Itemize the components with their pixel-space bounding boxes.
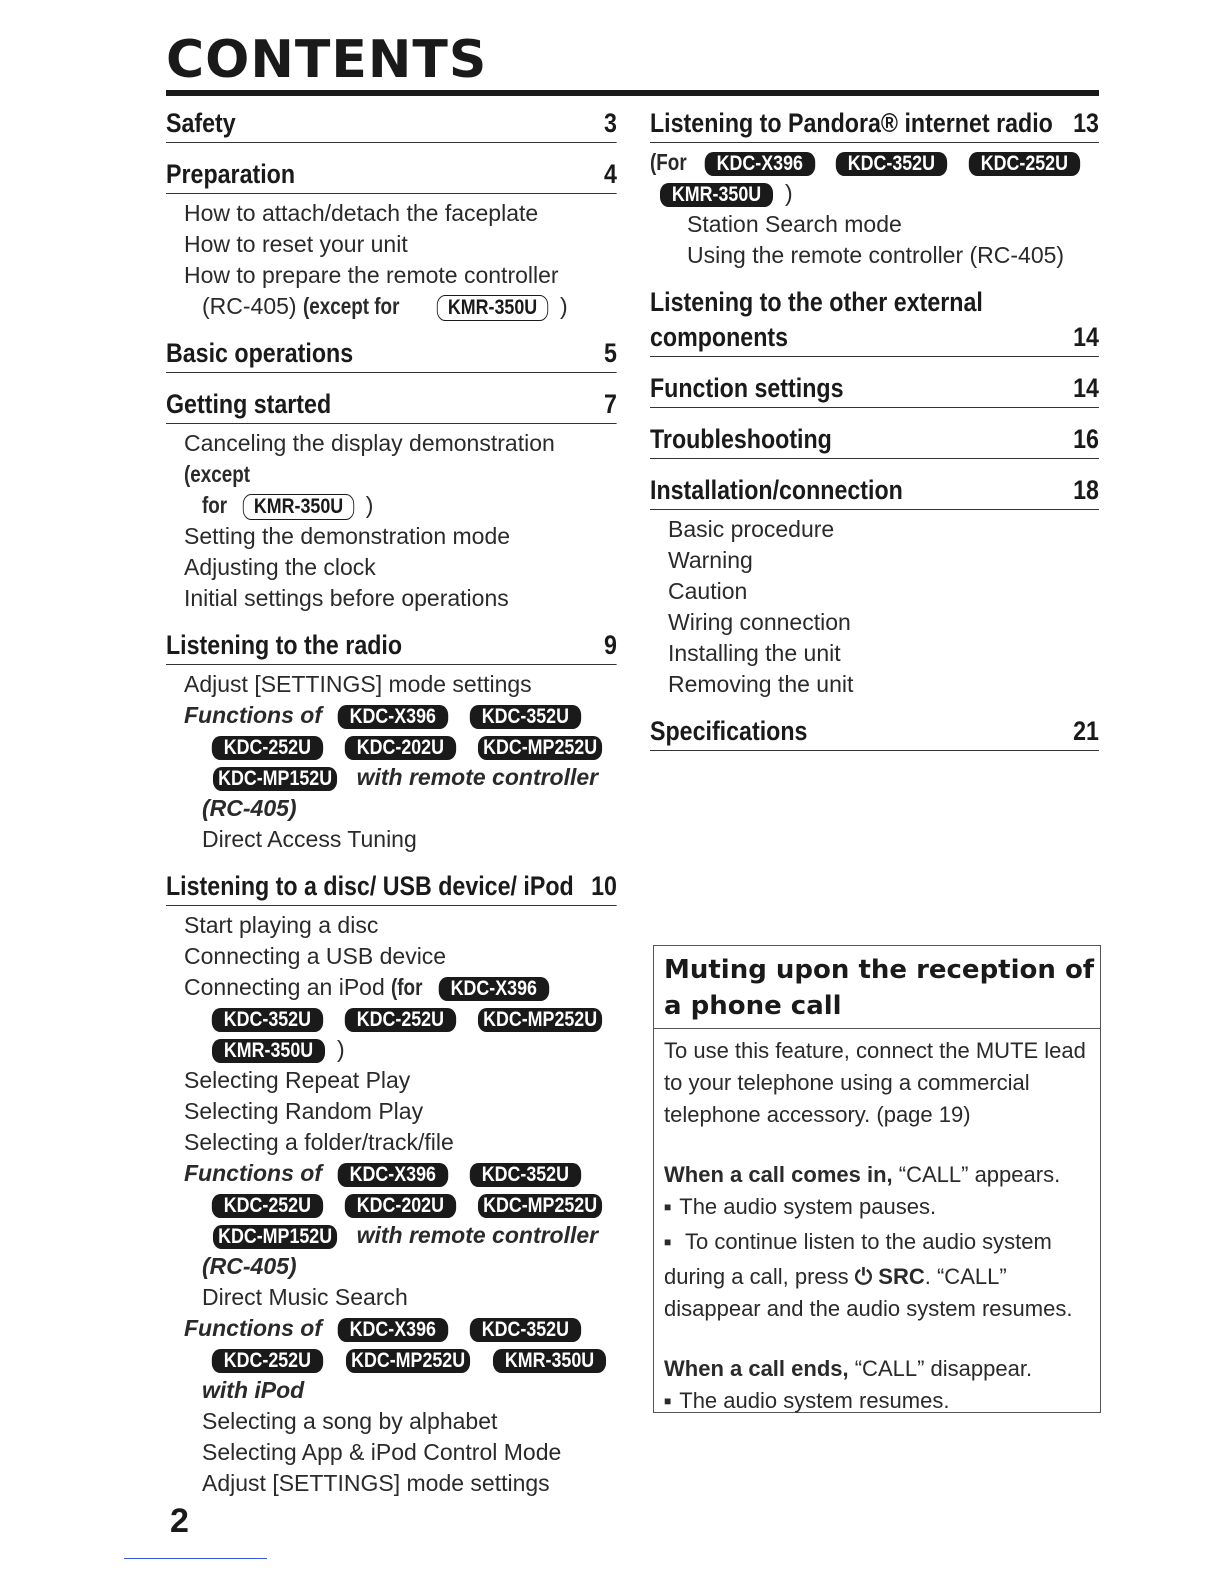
section-label: Installation/connection — [650, 475, 903, 505]
model-badge-x396: KDC-X396 — [338, 1318, 448, 1342]
model-badge-x396: KDC-X396 — [704, 152, 814, 176]
toc-subitem[interactable]: How to attach/detach the faceplate — [184, 200, 539, 226]
model-badge-mp152u: KDC-MP152U — [213, 767, 337, 791]
section-label: Getting started — [166, 389, 332, 419]
model-badge-mp152u: KDC-MP152U — [213, 1225, 337, 1249]
toc-subitem[interactable]: Selecting a song by alphabet — [202, 1408, 498, 1434]
for-note: (for — [391, 974, 423, 1000]
model-badge-kmr: KMR-350U — [437, 295, 548, 321]
section-page: 13 — [1073, 108, 1099, 138]
model-badge-mp252u: KDC-MP252U — [478, 1008, 602, 1032]
model-badge-mp252u: KDC-MP252U — [346, 1349, 470, 1373]
call-end-text: “CALL” disappear. — [854, 1356, 1033, 1381]
except-note: (except for — [302, 293, 400, 319]
toc-subitem-continuation — [184, 291, 618, 322]
model-badge-352u: KDC-352U — [470, 1318, 581, 1342]
bullet-text: To continue listen to the audio system during a call, press — [664, 1229, 1052, 1289]
model-badge-252u: KDC-252U — [212, 736, 323, 760]
except-note: (except — [184, 461, 251, 487]
toc-subitem[interactable]: Setting the demonstration mode — [184, 523, 511, 549]
page-number: 2 — [170, 1502, 189, 1540]
toc-entry-function-settings[interactable] — [650, 373, 1099, 408]
section-page: 7 — [603, 389, 617, 419]
section-page: 9 — [603, 630, 617, 660]
toc-subitem[interactable] — [184, 428, 618, 490]
subitem-text: Connecting an iPod — [184, 974, 385, 1000]
close-paren: ) — [559, 293, 568, 319]
functions-line — [184, 1158, 618, 1189]
model-badge-252u: KDC-252U — [345, 1008, 456, 1032]
section-page: 3 — [603, 108, 617, 138]
toc-subitem[interactable]: Installing the unit — [668, 640, 841, 666]
model-badge-352u: KDC-352U — [836, 152, 947, 176]
model-badge-kmr: KMR-350U — [242, 494, 353, 520]
for-note: for — [202, 492, 228, 518]
model-badge-252u: KDC-252U — [212, 1349, 323, 1373]
bullet-item: ■ The audio system resumes. — [664, 1385, 1090, 1420]
box-intro: To use this feature, connect the MUTE lead to your telephone using a commercial telephone accessory. (page 19) — [664, 1038, 1086, 1127]
model-badge-x396: KDC-X396 — [338, 1163, 448, 1187]
toc-subitem[interactable]: Caution — [668, 578, 748, 604]
toc-entry-disc-usb-ipod[interactable] — [166, 871, 617, 906]
model-badge-mp252u: KDC-MP252U — [478, 736, 602, 760]
section-page: 5 — [603, 338, 617, 368]
model-badge-kmr: KMR-350U — [212, 1039, 325, 1063]
with-remote-label: with remote controller — [356, 1222, 599, 1248]
title-rule — [166, 90, 1099, 96]
page-title: CONTENTS — [166, 30, 488, 90]
toc-left-column — [166, 108, 618, 1499]
toc-subitem[interactable]: How to prepare the remote controller — [184, 262, 559, 288]
model-badge-202u: KDC-202U — [345, 1194, 456, 1218]
toc-entry-basic-operations[interactable] — [166, 338, 617, 373]
toc-entry-external-line1[interactable] — [650, 287, 1099, 318]
subitem-text: Canceling the display demonstration — [184, 430, 555, 456]
toc-subitem[interactable]: Direct Access Tuning — [202, 826, 417, 852]
model-badges-line — [184, 1034, 618, 1065]
toc-subitem[interactable]: Adjust [SETTINGS] mode settings — [184, 671, 532, 697]
toc-subitem[interactable]: How to reset your unit — [184, 231, 408, 257]
section-page: 4 — [603, 159, 617, 189]
functions-of-label: Functions of — [184, 1160, 322, 1186]
toc-subitem[interactable]: Selecting Repeat Play — [184, 1067, 411, 1093]
section-label: Troubleshooting — [650, 424, 832, 454]
section-page: 10 — [591, 871, 617, 901]
section-label: Function settings — [650, 373, 844, 403]
remote-line — [184, 1220, 618, 1251]
section-label: components — [650, 322, 789, 352]
toc-subitem[interactable]: Selecting App & iPod Control Mode — [202, 1439, 562, 1465]
toc-entry-preparation[interactable] — [166, 159, 617, 194]
section-label: Preparation — [166, 159, 296, 189]
toc-subitem-continuation — [184, 490, 618, 521]
bullet-item — [664, 1226, 1090, 1325]
section-label: Specifications — [650, 716, 808, 746]
model-badge-352u: KDC-352U — [470, 705, 581, 729]
model-badges-line — [650, 147, 1100, 178]
model-badge-202u: KDC-202U — [345, 736, 456, 760]
toc-subitem[interactable] — [184, 972, 618, 1003]
section-label: Basic operations — [166, 338, 354, 368]
toc-entry-radio[interactable] — [166, 630, 617, 665]
section-label: Listening to Pandora® internet radio — [650, 108, 1053, 138]
close-paren: ) — [365, 492, 374, 518]
box-title: Muting upon the reception of a phone call — [654, 952, 1100, 1029]
call-in-text: “CALL” appears. — [898, 1162, 1061, 1187]
with-remote-label: with remote controller — [356, 764, 599, 790]
toc-subitem[interactable]: Station Search mode — [687, 211, 902, 237]
model-badge-kmr: KMR-350U — [493, 1349, 606, 1373]
toc-entry-safety[interactable] — [166, 108, 617, 143]
link-underline — [124, 1558, 267, 1559]
with-ipod-label: with iPod — [202, 1377, 305, 1403]
model-badge-x396: KDC-X396 — [338, 705, 448, 729]
toc-right-column — [650, 108, 1100, 751]
toc-subitem[interactable]: Selecting a folder/track/file — [184, 1129, 454, 1155]
section-label: Listening to the other external — [650, 287, 983, 317]
model-badges-line — [184, 1344, 618, 1375]
toc-entry-troubleshooting[interactable] — [650, 424, 1099, 459]
toc-subitem[interactable]: Using the remote controller (RC-405) — [687, 242, 1065, 268]
section-page: 16 — [1073, 424, 1099, 454]
toc-subitem[interactable]: Selecting Random Play — [184, 1098, 424, 1124]
toc-subitem[interactable]: Connecting a USB device — [184, 943, 447, 969]
muting-info-box — [653, 945, 1101, 1413]
toc-entry-external[interactable] — [650, 322, 1099, 357]
call-end-lead: When a call ends, — [664, 1356, 849, 1381]
functions-of-label: Functions of — [184, 702, 322, 728]
model-badges-line — [184, 731, 618, 762]
model-badge-kmr: KMR-350U — [660, 183, 773, 207]
toc-subitem[interactable]: Basic procedure — [668, 516, 835, 542]
toc-subitem[interactable]: Adjusting the clock — [184, 554, 376, 580]
toc-entry-specifications[interactable] — [650, 716, 1099, 751]
remote-line — [184, 762, 618, 793]
model-badges-line — [184, 1003, 618, 1034]
rc405-label: (RC-405) — [202, 795, 297, 821]
section-page: 14 — [1073, 322, 1099, 352]
section-page: 21 — [1073, 716, 1099, 746]
model-badge-x396: KDC-X396 — [439, 977, 549, 1001]
model-badges-line — [650, 178, 1100, 209]
toc-entry-pandora[interactable] — [650, 108, 1099, 143]
functions-line — [184, 1313, 618, 1344]
functions-line — [184, 700, 618, 731]
toc-subitem[interactable]: Wiring connection — [668, 609, 851, 635]
toc-entry-getting-started[interactable] — [166, 389, 617, 424]
model-badge-352u: KDC-352U — [212, 1008, 323, 1032]
toc-subitem[interactable]: Adjust [SETTINGS] mode settings — [202, 1470, 550, 1496]
model-badge-252u: KDC-252U — [212, 1194, 323, 1218]
close-paren: ) — [337, 1036, 345, 1062]
toc-subitem[interactable]: Initial settings before operations — [184, 585, 509, 611]
toc-entry-installation[interactable] — [650, 475, 1099, 510]
section-label: Listening to a disc/ USB device/ iPod — [166, 871, 574, 901]
toc-subitem[interactable]: Removing the unit — [668, 671, 854, 697]
for-note: (For — [650, 149, 687, 175]
toc-subitem[interactable]: Start playing a disc — [184, 912, 379, 938]
model-badge-352u: KDC-352U — [470, 1163, 581, 1187]
toc-subitem[interactable]: Warning — [668, 547, 753, 573]
bullet-text: . “CALL” disappear and the audio system resumes. — [664, 1264, 1073, 1321]
close-paren: ) — [785, 180, 793, 206]
model-badge-252u: KDC-252U — [969, 152, 1080, 176]
section-page: 18 — [1073, 475, 1099, 505]
section-label: Safety — [166, 108, 236, 138]
call-in-lead: When a call comes in, — [664, 1162, 893, 1187]
model-badge-mp252u: KDC-MP252U — [478, 1194, 602, 1218]
model-badges-line — [184, 1189, 618, 1220]
call-in-line — [664, 1159, 1090, 1191]
toc-subitem[interactable]: Direct Music Search — [202, 1284, 408, 1310]
section-page: 14 — [1073, 373, 1099, 403]
rc405-label: (RC-405) — [202, 1253, 297, 1279]
power-src-key: ⏻ SRC — [854, 1264, 925, 1289]
rc-model: (RC-405) — [202, 293, 297, 319]
functions-of-label: Functions of — [184, 1315, 322, 1341]
call-end-line — [664, 1353, 1090, 1385]
section-label: Listening to the radio — [166, 630, 403, 660]
bullet-item: ■ The audio system pauses. — [664, 1191, 1090, 1226]
